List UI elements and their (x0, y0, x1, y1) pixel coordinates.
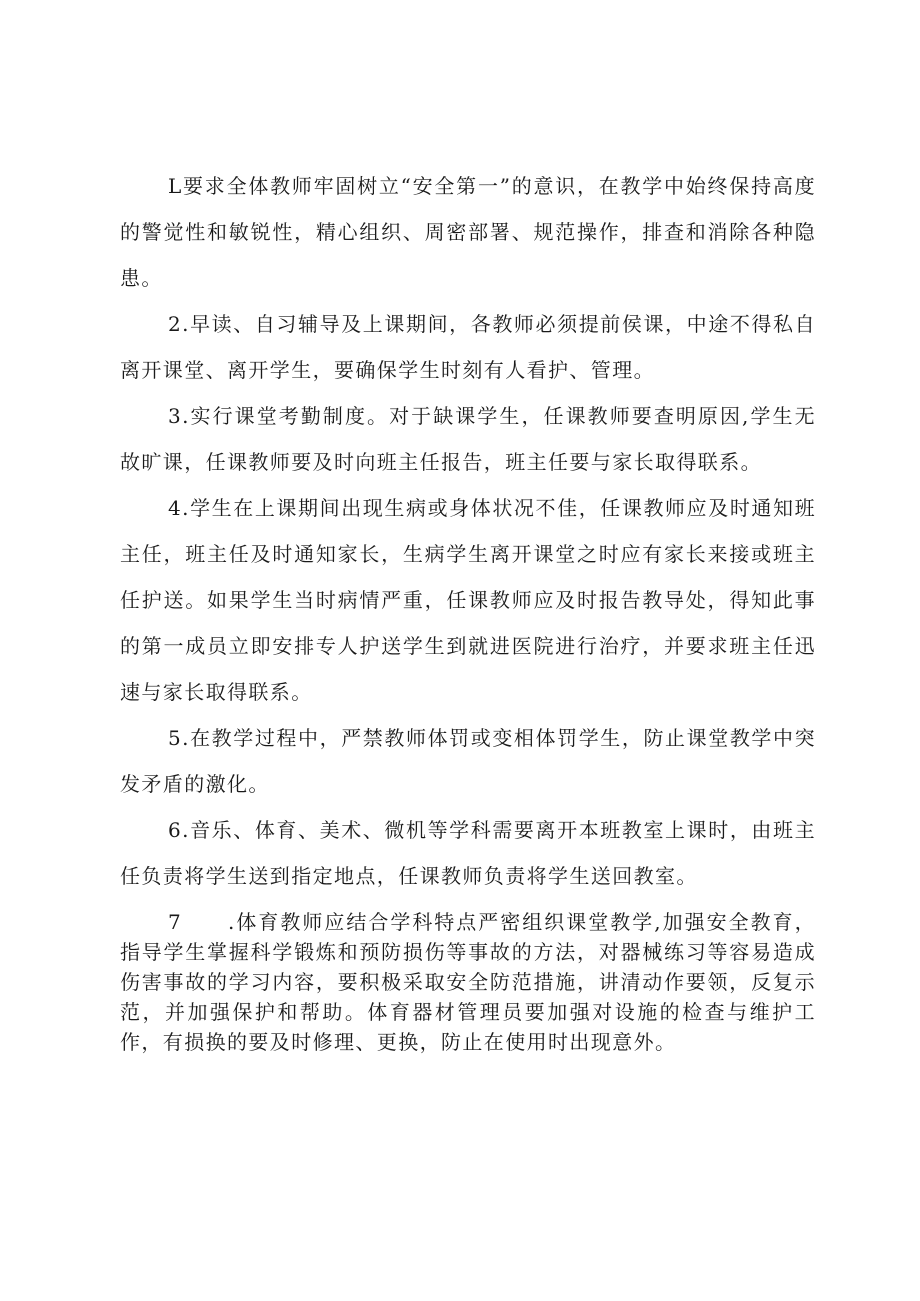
paragraph-number: 5 (168, 726, 183, 750)
paragraph-1 (120, 163, 816, 301)
paragraph-number: 2 (168, 312, 183, 336)
paragraph-text: .在教学过程中，严禁教师体罚或变相体罚学生，防止课堂教学中突发矛盾的激化。 (120, 726, 816, 796)
paragraph-3 (120, 393, 816, 485)
paragraph-number: 3 (168, 404, 183, 428)
paragraph-4 (120, 485, 816, 715)
paragraph-text: .音乐、体育、美术、微机等学科需要离开本班教室上课时，由班主任负责将学生送到指定地点，任课教师负责将学生送回教室。 (120, 818, 816, 888)
paragraph-text: .实行课堂考勤制度。对于缺课学生，任课教师要查明原因,学生无故旷课，任课教师要及时向班主任报告，班主任要与家长取得联系。 (120, 404, 816, 474)
paragraph-text: .体育教师应结合学科特点严密组织课堂教学,加强安全教育，指导学生掌握科学锻炼和预防损伤等事故的方法，对器械练习等容易造成伤害事故的学习内容，要积极采取安全防范措施，讲清动作要领，反复示范，并加强保护和帮助。体育器材管理员要加强对设施的检查与维护工作，有损换的要及时修理、更换，防止在使用时出现意外。 (120, 910, 816, 1054)
paragraph-text: .早读、自习辅导及上课期间，各教师必须提前侯课，中途不得私自离开课堂、离开学生，要确保学生时刻有人看护、管理。 (120, 312, 816, 382)
paragraph-number: 4 (168, 496, 183, 520)
paragraph-number: 6 (168, 818, 183, 842)
paragraph-6 (120, 807, 816, 899)
paragraph-number: L (168, 174, 183, 198)
paragraph-text: .学生在上课期间出现生病或身体状况不佳，任课教师应及时通知班主任，班主任及时通知家长，生病学生离开课堂之时应有家长来接或班主任护送。如果学生当时病情严重，任课教师应及时报告教导处，得知此事的第一成员立即安排专人护送学生到就进医院进行治疗，并要求班主任迅速与家长取得联系。 (120, 496, 816, 704)
paragraph-number: 7 (168, 910, 183, 934)
paragraph-2 (120, 301, 816, 393)
paragraph-text: 要求全体教师牢固树立“安全第一”的意识，在教学中始终保持高度的警觉性和敏锐性，精心组织、周密部署、规范操作，排查和消除各种隐患。 (120, 174, 816, 290)
paragraph-7 (120, 907, 816, 1057)
document-body (120, 163, 816, 1057)
paragraph-5 (120, 715, 816, 807)
